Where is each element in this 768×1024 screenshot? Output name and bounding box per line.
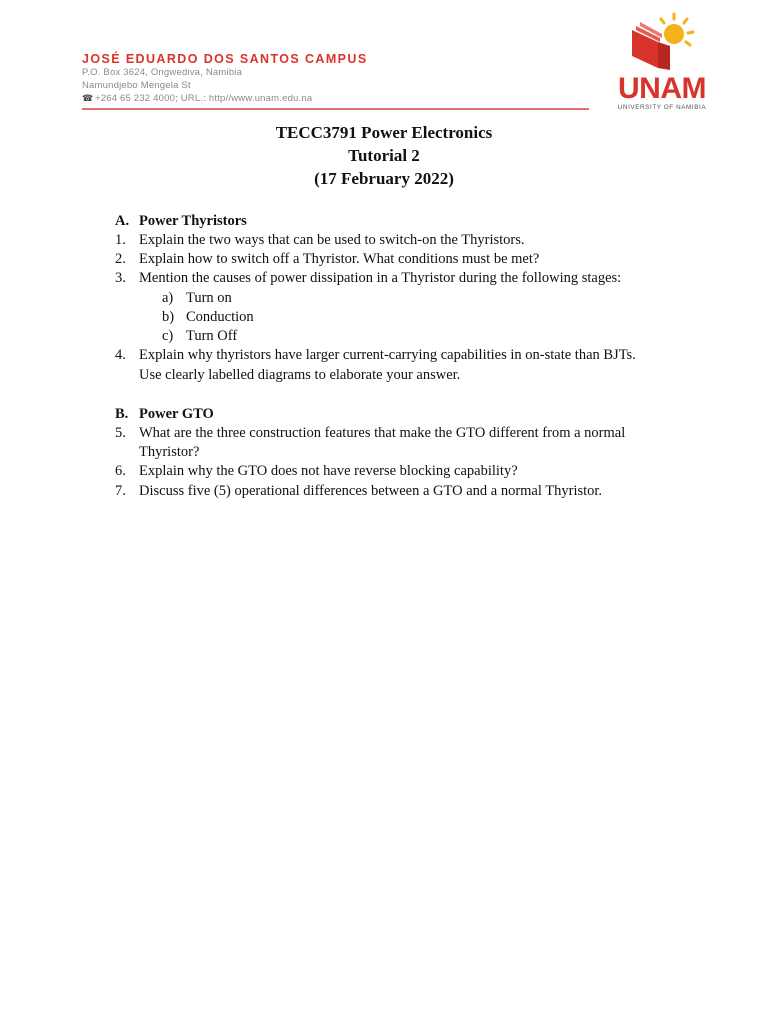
- item-number: 2.: [115, 251, 126, 267]
- item-number: 1.: [115, 232, 126, 248]
- logo-subtext: UNIVERSITY OF NAMIBIA: [617, 104, 707, 111]
- tutorial-date: (17 February 2022): [314, 169, 454, 188]
- item-text: Explain why thyristors have larger current-carrying capabilities in on-state than BJTs.: [139, 347, 636, 363]
- logo-wordmark: UNAM: [618, 72, 706, 105]
- address-line-2: Namundjebo Mengela St: [82, 80, 191, 91]
- item-number: 4.: [115, 347, 126, 363]
- section-title: Power Thyristors: [139, 213, 247, 229]
- item-number: 3.: [115, 270, 126, 286]
- item-number: 6.: [115, 463, 126, 479]
- item-text: Explain the two ways that can be used to switch-on the Thyristors.: [139, 232, 525, 248]
- item-number: 5.: [115, 425, 126, 441]
- campus-name: JOSÉ EDUARDO DOS SANTOS CAMPUS: [82, 52, 368, 66]
- address-line-1: P.O. Box 3624, Ongwediva, Namibia: [82, 67, 243, 78]
- tutorial-title: Tutorial 2: [348, 146, 420, 165]
- phone-icon: ☎: [82, 93, 94, 103]
- item-text: Explain how to switch off a Thyristor. What conditions must be met?: [139, 251, 540, 267]
- sub-item-marker: b): [162, 309, 175, 325]
- contact-text: +264 65 232 4000; URL.: http//www.unam.edu.na: [95, 93, 313, 104]
- item-text: Discuss five (5) operational differences between a GTO and a normal Thyristor.: [139, 483, 603, 499]
- sub-item-marker: c): [162, 328, 174, 344]
- section-title: Power GTO: [139, 406, 214, 422]
- item-text: Thyristor?: [139, 444, 200, 460]
- contact-line: [82, 93, 312, 104]
- section-marker: A.: [115, 213, 130, 229]
- letterhead: [0, 0, 768, 115]
- course-title: TECC3791 Power Electronics: [275, 123, 493, 142]
- item-text: What are the three construction features that make the GTO different from a normal: [139, 425, 626, 441]
- item-text: Use clearly labelled diagrams to elaborate your answer.: [139, 367, 461, 383]
- item-text: Explain why the GTO does not have reverse blocking capability?: [139, 463, 518, 479]
- item-text: Mention the causes of power dissipation in a Thyristor during the following stages:: [139, 270, 622, 286]
- sub-item-text: Turn Off: [186, 328, 238, 344]
- header-divider: [82, 108, 589, 110]
- sub-item-text: Turn on: [186, 290, 232, 306]
- item-number: 7.: [115, 483, 126, 499]
- section-marker: B.: [115, 406, 129, 422]
- sub-item-marker: a): [162, 290, 174, 306]
- sub-item-text: Conduction: [186, 309, 254, 325]
